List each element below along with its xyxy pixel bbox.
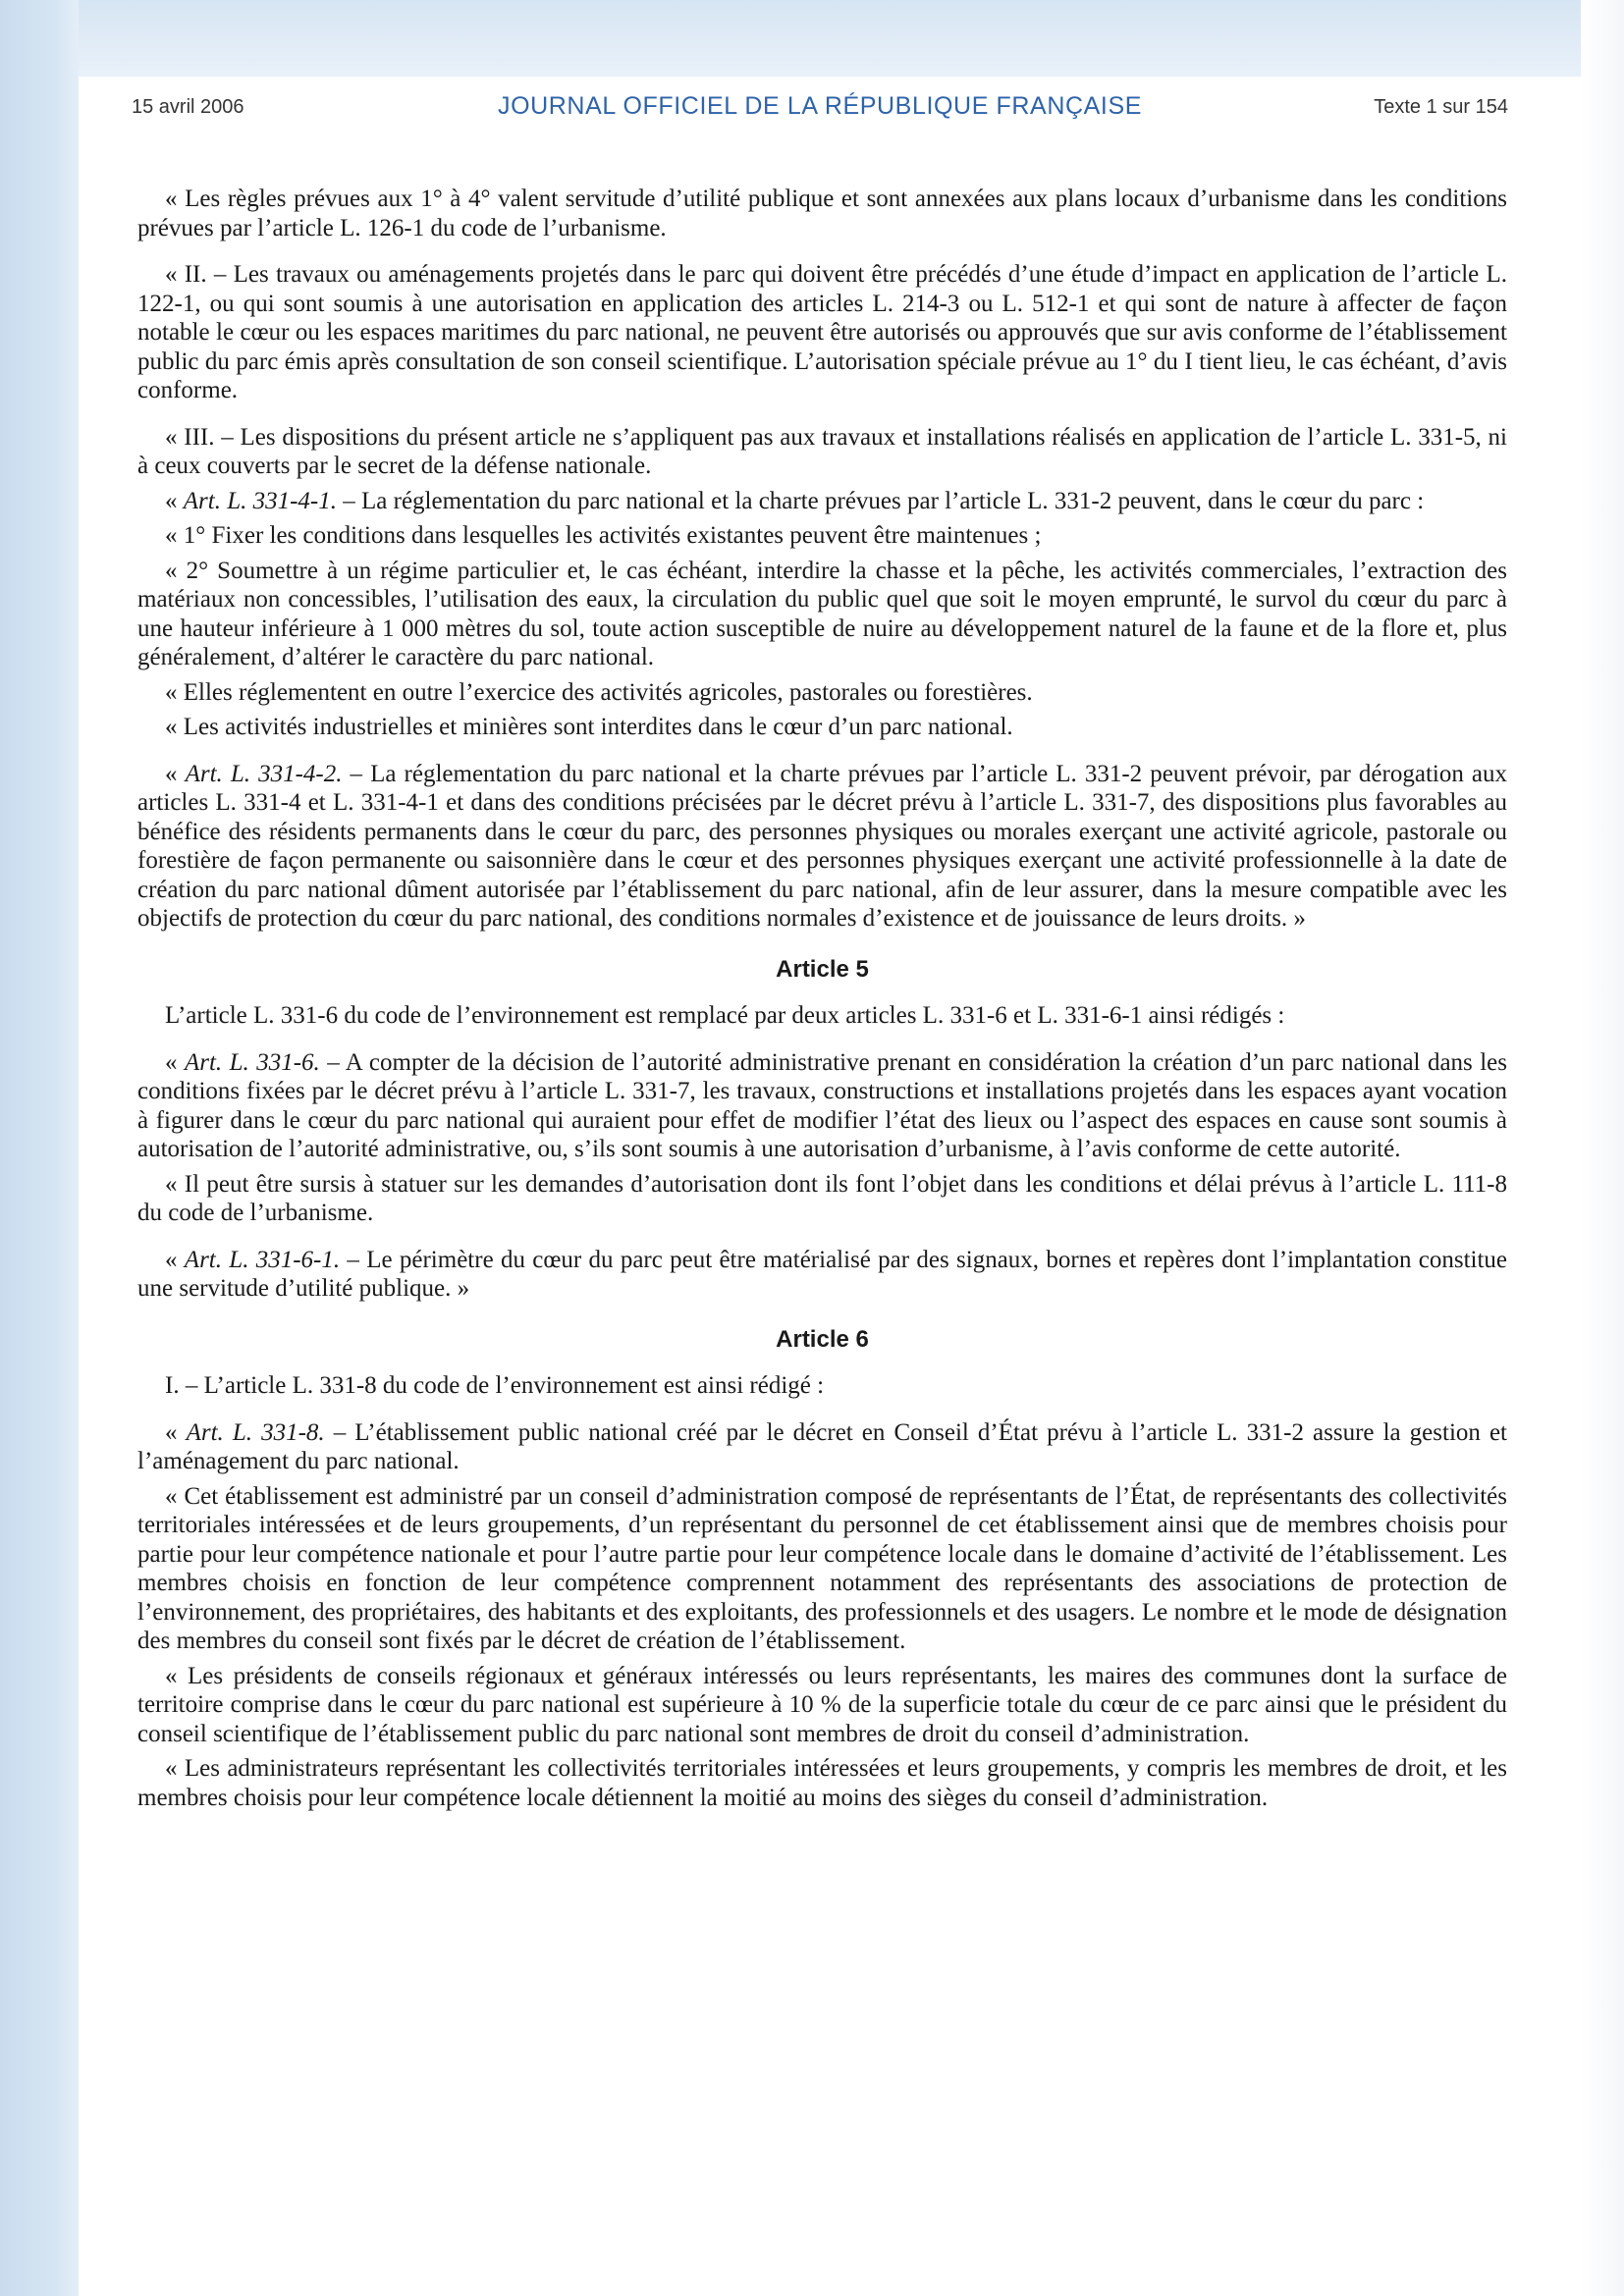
article-reference: Art. L. 331-6-1. (184, 1246, 341, 1273)
article-6-heading: Article 6 (776, 1325, 869, 1353)
paragraph: « II. – Les travaux ou aménagements projetés dans le parc qui doivent être précédés d’une étude d’impact en application de l’article L. 122-1, ou qui sont soumis à une autorisation en application des articles L. 214-3 ou L. 512-1 et qui sont de nature à affecter de façon notable le cœur ou les espaces maritimes du parc national, ne peuvent être autorisés ou approuvés que sur avis conforme de l’établissement public du parc émis après consultation de son conseil scientifique. L’autorisation spéciale prévue au 1° du I tient lieu, le cas échéant, d’avis conforme. (137, 261, 1507, 403)
paragraph: « Elles réglementent en outre l’exercice des activités agricoles, pastorales ou forestières. (165, 678, 1033, 706)
paragraph: L’article L. 331-6 du code de l’environnement est remplacé par deux articles L. 331-6 et L. 331-6-1 ainsi rédigés : (165, 1002, 1285, 1029)
page-header (132, 90, 1508, 130)
top-margin-band (79, 0, 1624, 77)
paragraph: « Les présidents de conseils régionaux et généraux intéressés ou leurs représentants, les maires des communes dont la surface de territoire comprise dans le cœur du parc national est supérieure à 10 % de la superficie totale du cœur de ce parc ainsi que le président du conseil scientifique de l’établissement public du parc national sont membres de droit du conseil d’administration. (137, 1662, 1507, 1747)
document-body (137, 185, 1507, 1812)
paragraph: « 1° Fixer les conditions dans lesquelles les activités existantes peuvent être maintenues ; (165, 522, 1042, 549)
article-text: – La réglementation du parc national et la charte prévues par l’article L. 331-2 peuvent prévoir, par dérogation aux articles L. 331-4 et L. 331-4-1 et dans des conditions précisées par le décret prévu à l’article L. 331-7, des dispositions plus favorables au bénéfice des résidents permanents dans le cœur du parc, des personnes physiques ou morales exerçant une activité agricole, pastorale ou forestière de façon permanente ou saisonnière dans le cœur et des personnes physiques exerçant une activité professionnelle à la date de création du parc national dûment autorisée par l’établissement du parc national, afin de leur assurer, dans la mesure compatible avec les objectifs de protection du cœur du parc national, des conditions normales d’existence et de jouissance de leurs droits. » (137, 760, 1508, 932)
journal-title: JOURNAL OFFICIEL DE LA RÉPUBLIQUE FRANÇAISE (497, 92, 1143, 120)
article-reference: Art. L. 331-4-1. (183, 487, 337, 514)
paragraph-article: « Art. L. 331-8. – L’établissement public national créé par le décret en Conseil d’État prévu à l’article L. 331-2 assure la gestion et l’aménagement du parc national. (137, 1418, 1508, 1474)
paragraph: « Les règles prévues aux 1° à 4° valent servitude d’utilité publique et sont annexées aux plans locaux d’urbanisme dans les conditions prévues par l’article L. 126-1 du code de l’urbanisme. (137, 186, 1507, 241)
paragraph-article: « Art. L. 331-6-1. – Le périmètre du cœur du parc peut être matérialisé par des signaux, bornes et repères dont l’implantation constitue une servitude d’utilité publique. » (137, 1246, 1508, 1302)
paragraph: « III. – Les dispositions du présent article ne s’appliquent pas aux travaux et installations réalisés en application de l’article L. 331-5, ni à ceux couverts par le secret de la défense nationale. (137, 423, 1507, 479)
paragraph: « 2° Soumettre à un régime particulier et, le cas échéant, interdire la chasse et la pêche, les activités commerciales, l’extraction des matériaux non concessibles, l’utilisation des eaux, la circulation du public quel que soit le moyen emprunté, le survol du cœur du parc à une hauteur inférieure à 1 000 mètres du sol, toute action susceptible de nuire au développement naturel de la faune et de la flore et, plus généralement, d’altérer le caractère du parc national. (137, 557, 1507, 670)
article-reference: Art. L. 331-8. (186, 1418, 325, 1446)
article-reference: Art. L. 331-4-2. (185, 760, 343, 787)
article-text: – Le périmètre du cœur du parc peut être matérialisé par des signaux, bornes et repères dont l’implantation constitue une servitude d’utilité publique. » (137, 1246, 1508, 1302)
paragraph: « Les activités industrielles et minières sont interdites dans le cœur d’un parc national. (165, 714, 1013, 740)
article-text: – La réglementation du parc national et la charte prévues par l’article L. 331-2 peuvent, dans le cœur du parc : (337, 487, 1425, 514)
paragraph-article: « Art. L. 331-6. – A compter de la décision de l’autorité administrative prenant en considération la création d’un parc national dans les conditions fixées par le décret prévu à l’article L. 331-7, les travaux, constructions et installations projetés dans les espaces ayant vocation à figurer dans le cœur du parc national qui auraient pour effet de modifier l’état des lieux ou l’aspect des espaces en cause sont soumis à autorisation de l’autorité administrative, ou, s’ils sont soumis à une autorisation d’urbanisme, à l’avis conforme de cette autorité. (137, 1048, 1507, 1162)
article-reference: Art. L. 331-6. (184, 1048, 320, 1076)
paragraph: « Les administrateurs représentant les collectivités territoriales intéressées et leurs groupements, y compris les membres de droit, et les membres choisis pour leur compétence locale détiennent la moitié au moins des sièges du conseil d’administration. (137, 1755, 1507, 1811)
left-margin-band (0, 0, 79, 2296)
paragraph-article: « Art. L. 331-4-1. – La réglementation du parc national et la charte prévues par l’article L. 331-2 peuvent, dans le cœur du parc : (165, 487, 1425, 514)
paragraph: I. – L’article L. 331-8 du code de l’environnement est ainsi rédigé : (165, 1372, 825, 1399)
publication-date: 15 avril 2006 (132, 96, 244, 118)
paragraph: « Il peut être sursis à statuer sur les demandes d’autorisation dont ils font l’objet dans les conditions et délai prévus à l’article L. 111-8 du code de l’urbanisme. (137, 1170, 1507, 1226)
paragraph: « Cet établissement est administré par un conseil d’administration composé de représentants de l’État, de représentants des collectivités territoriales intéressées et de leurs groupements, d’un représentant du personnel de cet établissement ainsi que de membres choisis pour partie pour leur compétence nationale et pour l’autre partie pour leur compétence locale dans le domaine d’activité de l’établissement. Les membres choisis en fonction de leur compétence comprennent notamment des représentants des associations de protection de l’environnement, des propriétaires, des habitants et des exploitants, des professionnels et des usagers. Le nombre et le mode de désignation des membres du conseil sont fixés par le décret de création de l’établissement. (137, 1482, 1507, 1654)
page-number: Texte 1 sur 154 (1374, 96, 1508, 118)
article-5-heading: Article 5 (776, 955, 869, 983)
page-edge (1581, 0, 1624, 2296)
article-text: – A compter de la décision de l’autorité administrative prenant en considération la création d’un parc national dans les conditions fixées par le décret prévu à l’article L. 331-7, les travaux, constructions et installations projetés dans les espaces ayant vocation à figurer dans le cœur du parc national qui auraient pour effet de modifier l’état des lieux ou l’aspect des espaces en cause sont soumis à autorisation de l’autorité administrative, ou, s’ils sont soumis à une autorisation d’urbanisme, à l’avis conforme de cette autorité. (137, 1048, 1507, 1162)
article-text: – L’établissement public national créé par le décret en Conseil d’État prévu à l’article L. 331-2 assure la gestion et l’aménagement du parc national. (137, 1418, 1508, 1474)
paragraph-article: « Art. L. 331-4-2. – La réglementation du parc national et la charte prévues par l’article L. 331-2 peuvent prévoir, par dérogation aux articles L. 331-4 et L. 331-4-1 et dans des conditions précisées par le décret prévu à l’article L. 331-7, des dispositions plus favorables au bénéfice des résidents permanents dans le cœur du parc, des personnes physiques ou morales exerçant une activité agricole, pastorale ou forestière de façon permanente ou saisonnière dans le cœur et des personnes physiques exerçant une activité professionnelle à la date de création du parc national dûment autorisée par l’établissement du parc national, afin de leur assurer, dans la mesure compatible avec les objectifs de protection du cœur du parc national, des conditions normales d’existence et de jouissance de leurs droits. » (137, 760, 1508, 932)
